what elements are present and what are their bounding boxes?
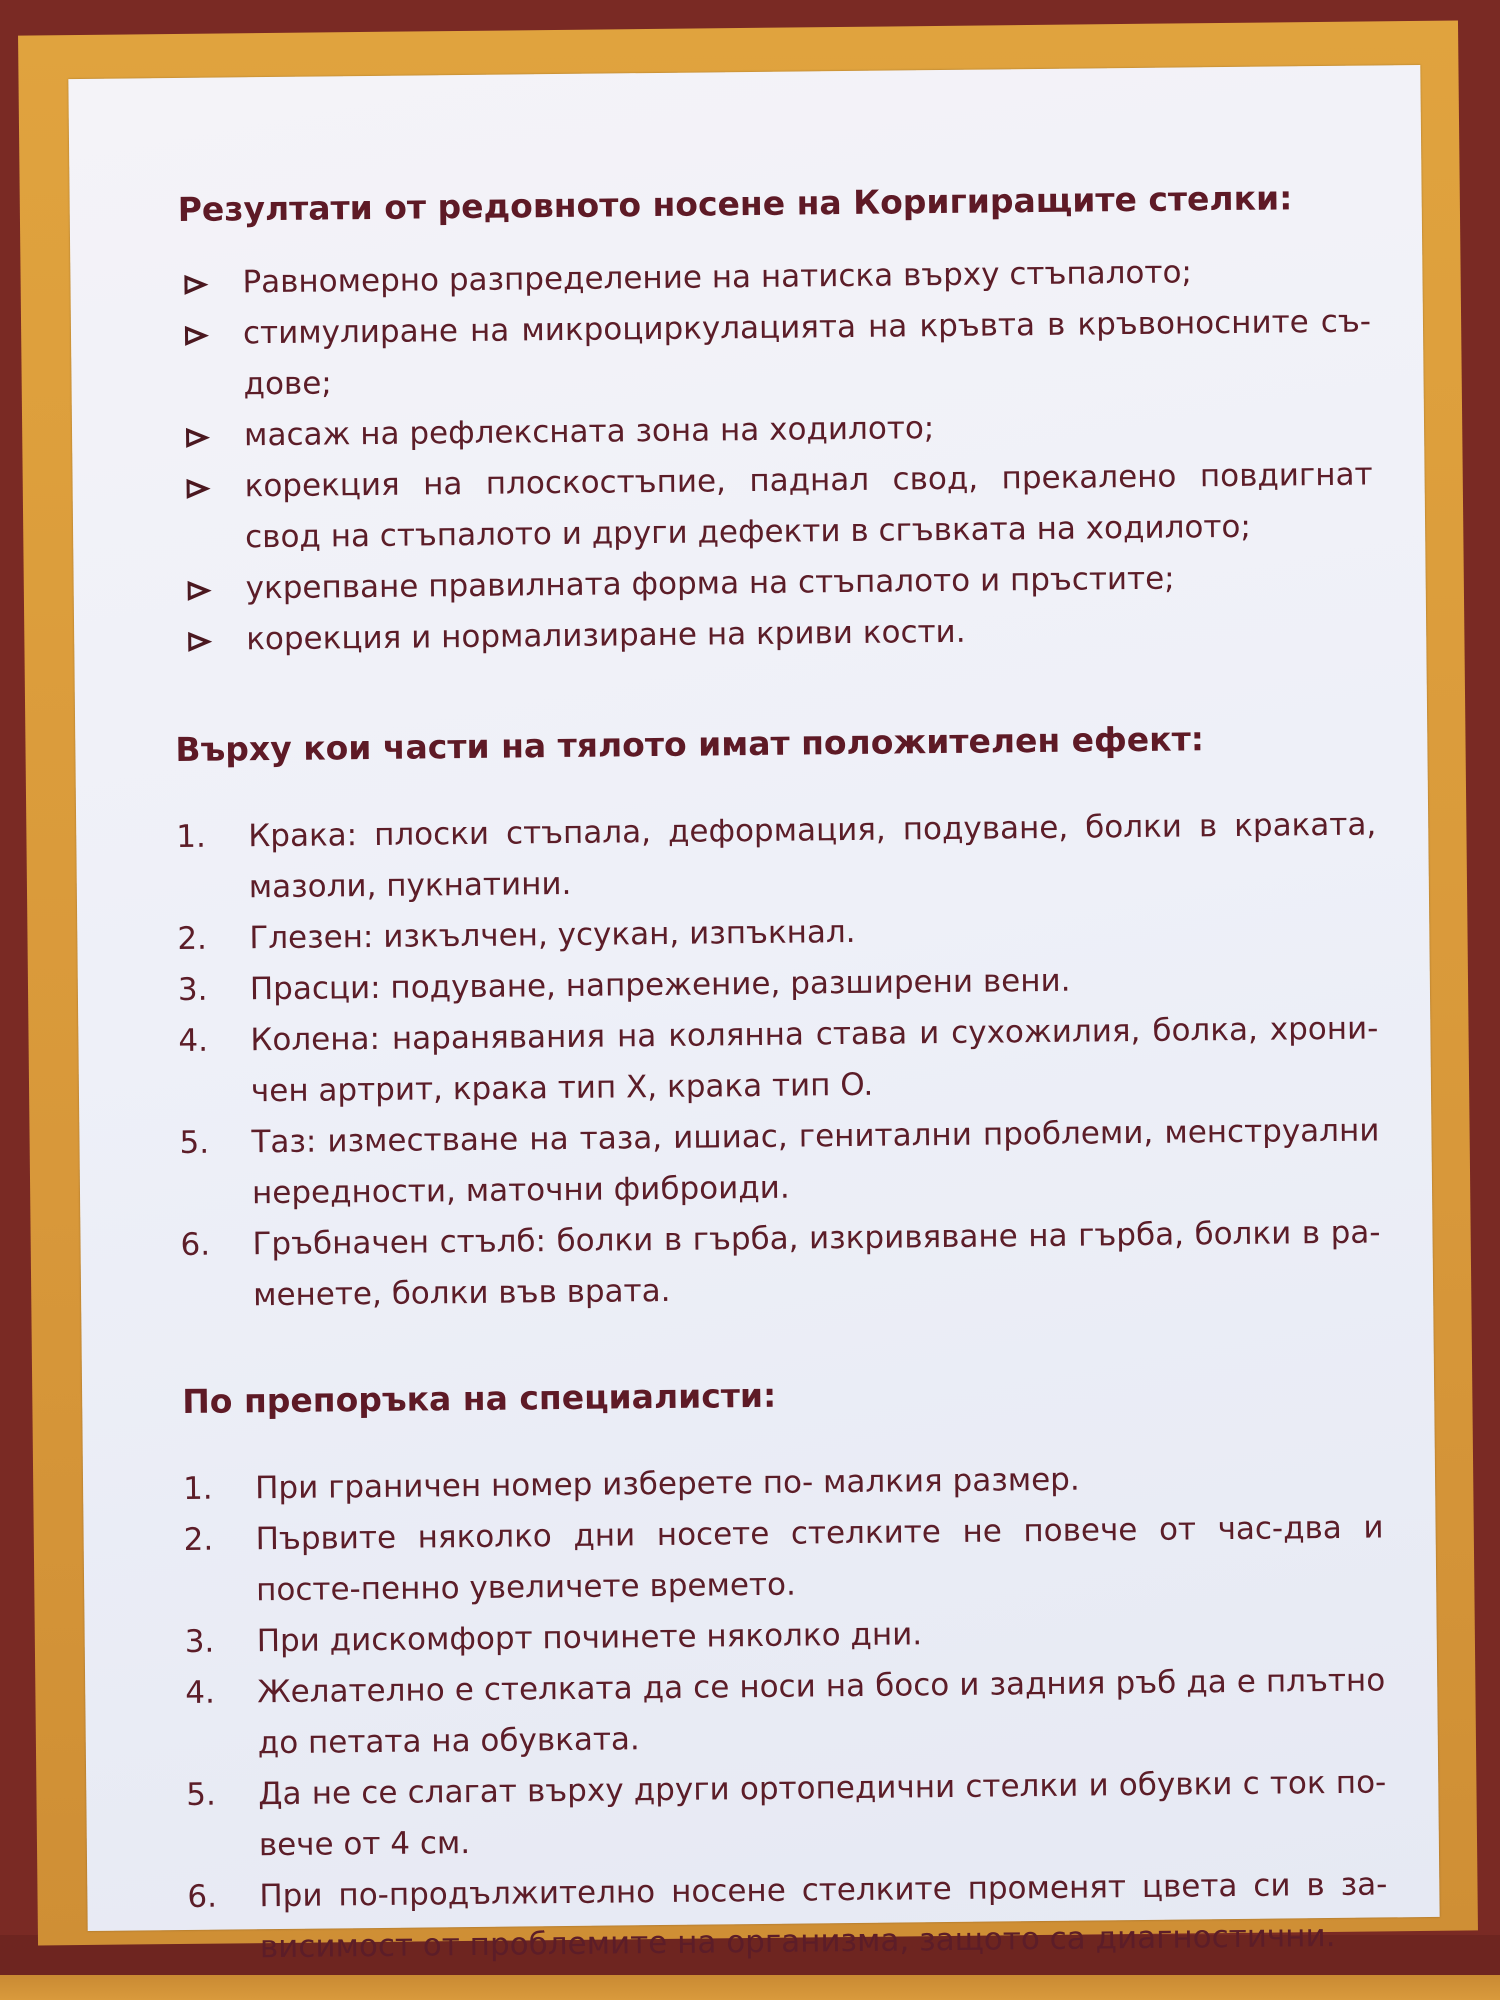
list-item [183, 1502, 1384, 1617]
item-number: 2. [177, 920, 208, 958]
list-item [185, 1655, 1386, 1770]
list-item [186, 1757, 1387, 1872]
document-content [169, 116, 1388, 1974]
list-item [179, 1105, 1380, 1220]
list-item [187, 1859, 1388, 1974]
list-item [172, 449, 1373, 564]
list-item [176, 799, 1377, 914]
list-item-text: масаж на рефлексната зона на ходилото; [243, 410, 935, 454]
arrow-bullet-icon [184, 275, 208, 295]
results-list [170, 246, 1374, 667]
list-item-text: Да не се слагат върху други ортопедични стелки и обувки с ток по-вече от 4 см. [258, 1764, 1387, 1864]
item-number: 1. [182, 1470, 213, 1508]
list-item-text: укрепване правилната форма на стъпалото и пръстите; [245, 560, 1175, 607]
list-item-text: Желателно е стелката да се носи на босо и задния ръб да е плътно до петата на обувката. [257, 1662, 1386, 1762]
list-item-text: стимулиране на микроциркулацията на кръвта в кръвоносните съ-дове; [242, 303, 1372, 403]
item-number: 3. [184, 1623, 215, 1660]
item-number: 6. [187, 1878, 218, 1915]
list-item-text: корекция на плоскостъпие, паднал свод, прекалено повдигнат свод на стъпалото и други дефекти в сгъвката на ходилото; [244, 456, 1373, 556]
document-sheet [68, 65, 1439, 1966]
body-parts-list [176, 799, 1381, 1322]
list-item-text: Глезен: изкълчен, усукан, изпъкнал. [249, 913, 856, 957]
recommendations-heading: По препоръка на специалисти: [181, 1375, 777, 1422]
list-item [180, 1207, 1381, 1322]
recommendations-list [183, 1451, 1388, 1974]
item-number: 4. [185, 1674, 216, 1711]
arrow-bullet-icon [187, 479, 211, 499]
list-item-text: Равномерно разпределение на натиска върху стъпалото; [242, 254, 1193, 301]
results-heading: Резултати от редовното носене на Коригиращите стелки: [177, 178, 1293, 229]
list-item-text: Прасци: подуване, напрежение, разширени вени. [249, 962, 1071, 1008]
body-parts-heading: Върху кои части на тялото имат положителен ефект: [175, 719, 1205, 770]
item-number: 1. [176, 818, 207, 856]
list-item-text: Таз: изместване на таза, ишиас, генитални проблеми, менструални нередности, маточни фиброиди. [251, 1112, 1380, 1212]
list-item-text: Гръбначен стълб: болки в гърба, изкривяване на гърба, болки в ра-менете, болки във врата. [252, 1214, 1381, 1314]
list-item-text: При по-продължително носене стелките променят цвета си в за-висимост от проблемите на организма, защото са диагностични. [259, 1866, 1388, 1966]
item-number: 5. [179, 1124, 210, 1162]
list-item [178, 1003, 1379, 1118]
arrow-bullet-icon [188, 632, 212, 652]
item-number: 4. [178, 1022, 209, 1060]
list-item [171, 297, 1372, 412]
list-item-text: корекция и нормализиране на криви кости. [246, 613, 966, 658]
item-number: 6. [180, 1226, 211, 1264]
list-item-text: Първите няколко дни носете стелките не повече от час-два и посте-пенно увеличете времето. [255, 1509, 1384, 1609]
list-item-text: При граничен номер изберете по- малкия размер. [254, 1461, 1080, 1507]
item-number: 3. [177, 971, 208, 1009]
arrow-bullet-icon [185, 326, 209, 346]
list-item-text: Крака: плоски стъпала, деформация, подуване, болки в краката, мазоли, пукнатини. [248, 806, 1377, 906]
arrow-bullet-icon [188, 581, 212, 601]
item-number: 2. [183, 1521, 214, 1559]
item-number: 5. [186, 1776, 217, 1813]
list-item-text: Колена: наранявания на колянна става и сухожилия, болка, хрони-чен артрит, крака тип X, крака тип O. [250, 1010, 1379, 1110]
arrow-bullet-icon [186, 428, 210, 448]
list-item-text: При дискомфорт починете няколко дни. [256, 1616, 923, 1660]
